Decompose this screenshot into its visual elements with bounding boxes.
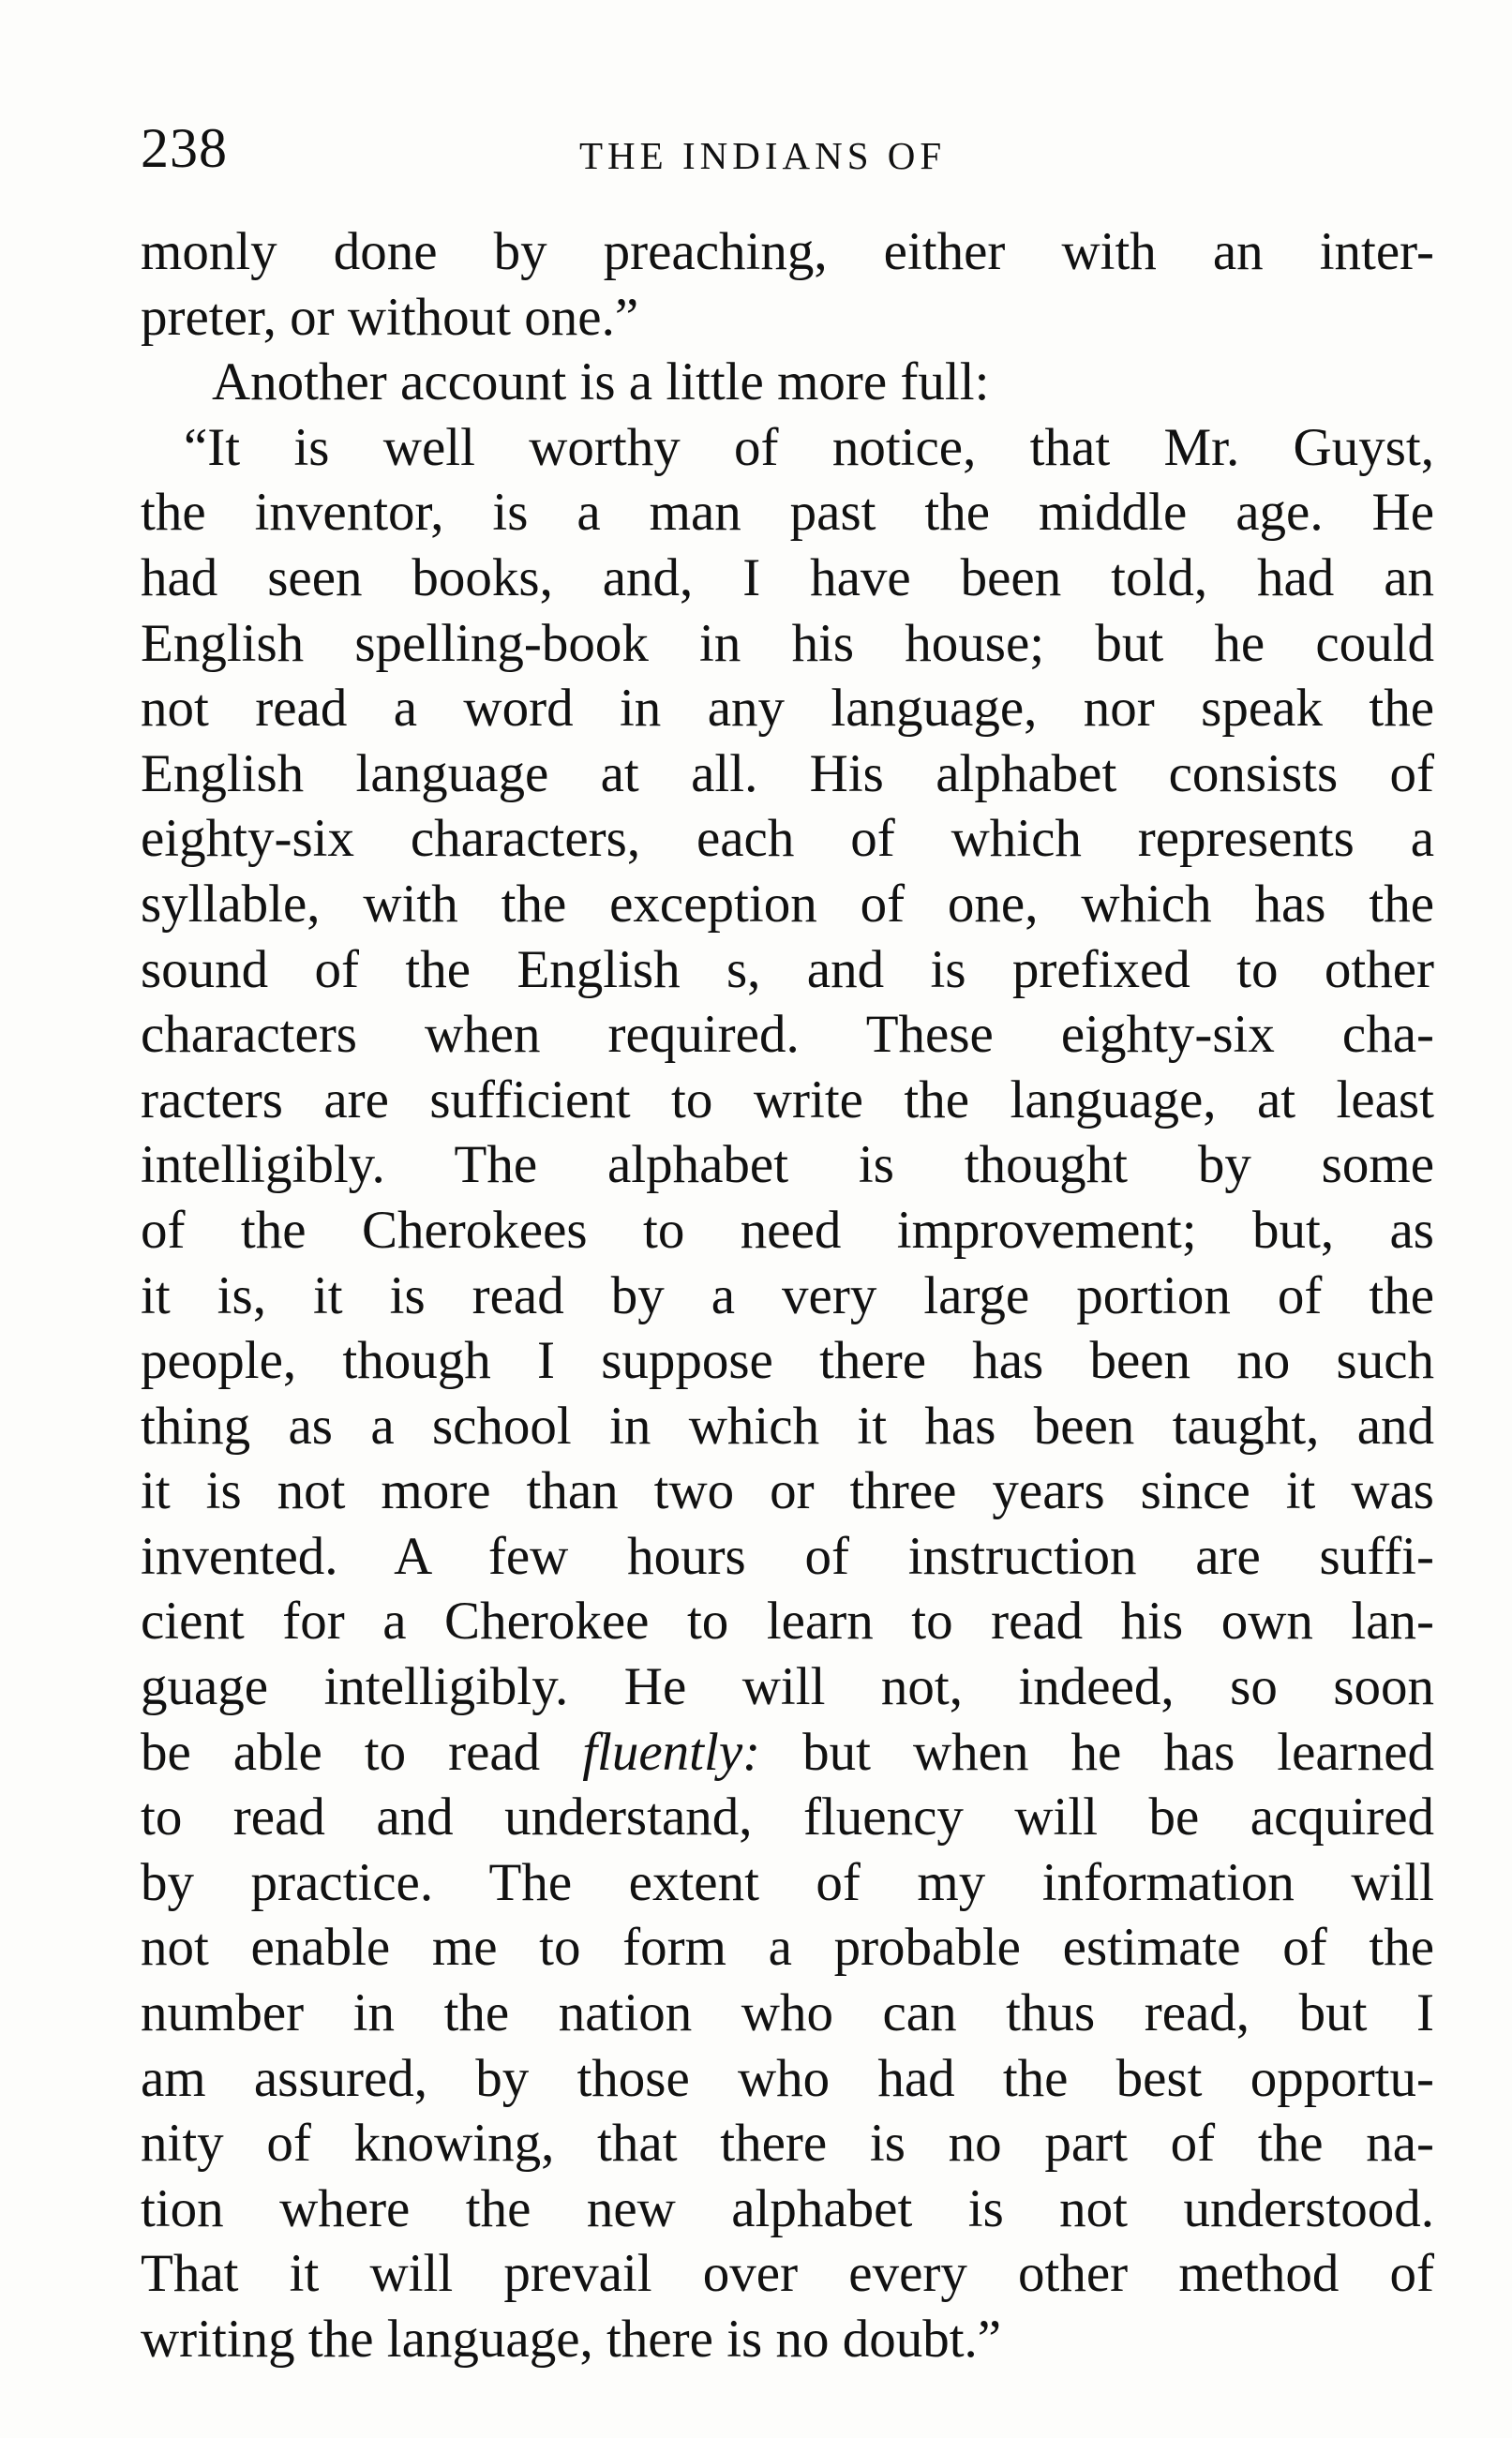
text-line: the inventor, is a man past the middle age. He xyxy=(141,483,1434,543)
text-line: nity of knowing, that there is no part of the na- xyxy=(141,2114,1434,2174)
text-line: of the Cherokees to need improvement; but, as xyxy=(141,1200,1434,1260)
text-line: Another account is a little more full: xyxy=(212,352,990,412)
text-line: “It is well worthy of notice, that Mr. Guyst, xyxy=(184,417,1434,477)
text-line: am assured, by those who had the best opportu- xyxy=(141,2048,1434,2108)
text-line: thing as a school in which it has been taught, and xyxy=(141,1396,1434,1456)
text-line: it is, it is read by a very large portion of the xyxy=(141,1265,1434,1325)
text-line: eighty-six characters, each of which represents a xyxy=(141,809,1434,869)
text-line: English language at all. His alphabet consists of xyxy=(141,743,1434,803)
body-text xyxy=(141,219,1434,2372)
text-line: racters are sufficient to write the language, at least xyxy=(141,1069,1434,1129)
text-line: people, though I suppose there has been no such xyxy=(141,1331,1434,1391)
text-line: guage intelligibly. He will not, indeed, so soon xyxy=(141,1657,1434,1717)
text-line: it is not more than two or three years since it was xyxy=(141,1461,1434,1521)
text-line: That it will prevail over every other method of xyxy=(141,2244,1434,2304)
text-line: syllable, with the exception of one, which has the xyxy=(141,874,1434,934)
text-line: writing the language, there is no doubt.” xyxy=(141,2310,1002,2369)
italic-word: fluently: xyxy=(582,1722,761,1782)
text-line: by practice. The extent of my information will xyxy=(141,1852,1434,1912)
text-segment: be able to read xyxy=(141,1722,541,1782)
text-line: characters when required. These eighty-six cha- xyxy=(141,1005,1434,1065)
text-line: number in the nation who can thus read, but I xyxy=(141,1983,1434,2043)
page-number: 238 xyxy=(141,117,228,179)
text-line: not read a word in any language, nor speak the xyxy=(141,679,1434,739)
running-title: THE INDIANS OF xyxy=(579,134,947,177)
text-line: intelligibly. The alphabet is thought by some xyxy=(141,1135,1434,1195)
text-line: cient for a Cherokee to learn to read his own lan- xyxy=(141,1592,1434,1652)
text-line: tion where the new alphabet is not understood. xyxy=(141,2178,1434,2238)
text-line: had seen books, and, I have been told, had an xyxy=(141,547,1434,607)
text-line: English spelling-book in his house; but he could xyxy=(141,613,1434,673)
page-header xyxy=(141,111,1434,186)
text-segment: but when he has learned xyxy=(802,1722,1434,1782)
text-line: invented. A few hours of instruction are suffi- xyxy=(141,1526,1434,1586)
text-line: monly done by preaching, either with an inter- xyxy=(141,222,1434,281)
text-line: preter, or without one.” xyxy=(141,287,639,347)
text-line: not enable me to form a probable estimate of the xyxy=(141,1918,1434,1978)
text-line: to read and understand, fluency will be acquired xyxy=(141,1787,1434,1847)
text-line: sound of the English s, and is prefixed to other xyxy=(141,939,1434,999)
text-line-with-italic xyxy=(141,1720,1434,1786)
